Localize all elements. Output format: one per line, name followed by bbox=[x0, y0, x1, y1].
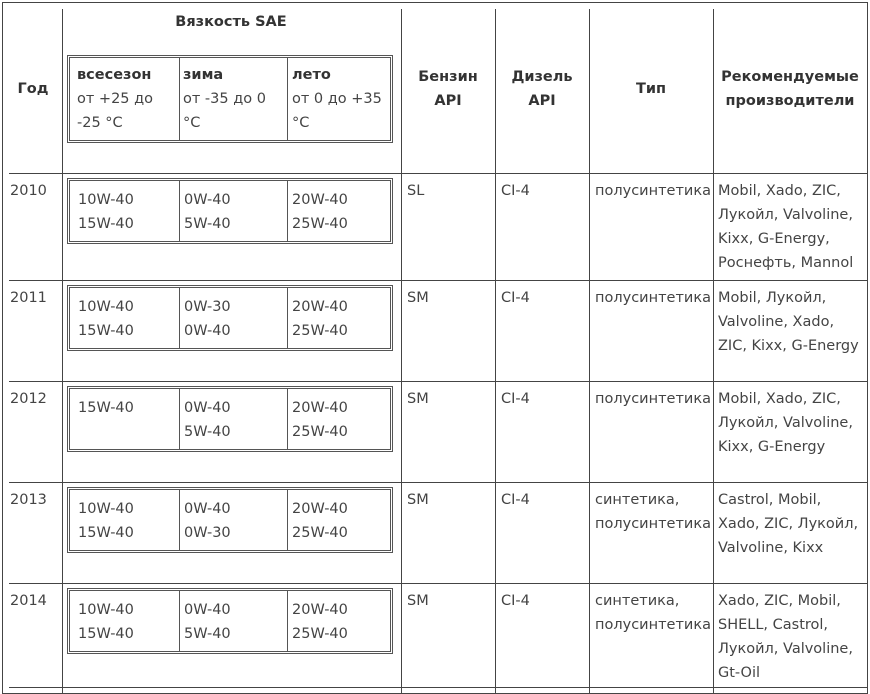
row-year: 2013 bbox=[10, 492, 47, 508]
winter-value: 0W-40 bbox=[184, 400, 231, 416]
manufacturers-line: Castrol, Mobil, bbox=[718, 492, 822, 508]
petrol-api: SM bbox=[407, 492, 429, 508]
summer-value: 20W-40 bbox=[292, 192, 348, 208]
diesel-api: CI-4 bbox=[501, 391, 530, 407]
row-year: 2014 bbox=[10, 593, 47, 609]
row-year: 2012 bbox=[10, 391, 47, 407]
allseason-value: 15W-40 bbox=[78, 323, 134, 339]
row-divider bbox=[9, 280, 867, 281]
header-summer-range: от 0 до +35 bbox=[292, 91, 382, 107]
diesel-api: CI-4 bbox=[501, 183, 530, 199]
header-winter: зима bbox=[183, 67, 224, 83]
summer-value: 25W-40 bbox=[292, 424, 348, 440]
diesel-api: CI-4 bbox=[501, 492, 530, 508]
manufacturers-line: Valvoline, Kixx bbox=[718, 540, 824, 556]
winter-value: 0W-40 bbox=[184, 323, 231, 339]
manufacturers-line: Kixx, G-Energy, bbox=[718, 231, 830, 247]
petrol-api: SM bbox=[407, 593, 429, 609]
subtable-divider bbox=[287, 181, 288, 241]
row-divider bbox=[9, 173, 867, 174]
oil-type: полусинтетика bbox=[595, 516, 711, 532]
subtable-divider bbox=[287, 389, 288, 449]
oil-type: полусинтетика bbox=[595, 183, 711, 199]
subtable-divider bbox=[179, 389, 180, 449]
petrol-api: SM bbox=[407, 391, 429, 407]
winter-value: 0W-40 bbox=[184, 192, 231, 208]
header-summer: лето bbox=[292, 67, 331, 83]
header-summer-range: °С bbox=[292, 115, 310, 131]
header-viscosity: Вязкость SAE bbox=[175, 14, 287, 30]
oil-type: полусинтетика bbox=[595, 391, 711, 407]
subtable-divider bbox=[179, 181, 180, 241]
header-year: Год bbox=[17, 81, 49, 97]
header-manufacturers-line: Рекомендуемые bbox=[721, 69, 859, 85]
summer-value: 20W-40 bbox=[292, 501, 348, 517]
allseason-value: 15W-40 bbox=[78, 626, 134, 642]
header-diesel bbox=[495, 65, 589, 113]
subtable-divider bbox=[179, 490, 180, 550]
summer-value: 25W-40 bbox=[292, 525, 348, 541]
summer-value: 20W-40 bbox=[292, 400, 348, 416]
summer-value: 25W-40 bbox=[292, 323, 348, 339]
col-divider bbox=[62, 9, 63, 693]
petrol-api: SL bbox=[407, 183, 425, 199]
summer-value: 20W-40 bbox=[292, 299, 348, 315]
summer-value: 20W-40 bbox=[292, 602, 348, 618]
manufacturers-line: Mobil, Лукойл, bbox=[718, 290, 827, 306]
diesel-api: CI-4 bbox=[501, 593, 530, 609]
manufacturers-line: ZIC, Kixx, G-Energy bbox=[718, 338, 859, 354]
header-allseason-range: -25 °С bbox=[77, 115, 123, 131]
manufacturers-line: Mobil, Xado, ZIC, bbox=[718, 183, 841, 199]
row-year: 2010 bbox=[10, 183, 47, 199]
manufacturers-line: Xado, ZIC, Лукойл, bbox=[718, 516, 859, 532]
allseason-value: 15W-40 bbox=[78, 400, 134, 416]
allseason-value: 10W-40 bbox=[78, 501, 134, 517]
winter-value: 0W-40 bbox=[184, 501, 231, 517]
manufacturers-line: Mobil, Xado, ZIC, bbox=[718, 391, 841, 407]
row-year: 2011 bbox=[10, 290, 47, 306]
allseason-value: 15W-40 bbox=[78, 216, 134, 232]
subtable-divider bbox=[287, 591, 288, 651]
manufacturers-line: Valvoline, Xado, bbox=[718, 314, 835, 330]
summer-value: 25W-40 bbox=[292, 216, 348, 232]
row-divider bbox=[9, 381, 867, 382]
petrol-api: SM bbox=[407, 290, 429, 306]
subtable-divider bbox=[287, 490, 288, 550]
manufacturers-line: Gt-Oil bbox=[718, 665, 761, 681]
allseason-value: 10W-40 bbox=[78, 192, 134, 208]
manufacturers-line: Роснефть, Mannol bbox=[718, 255, 854, 271]
header-allseason: всесезон bbox=[77, 67, 152, 83]
subtable-divider bbox=[287, 288, 288, 348]
allseason-value: 15W-40 bbox=[78, 525, 134, 541]
header-petrol bbox=[401, 65, 495, 113]
allseason-value: 10W-40 bbox=[78, 299, 134, 315]
row-divider bbox=[9, 583, 867, 584]
header-petrol-line: API bbox=[434, 93, 462, 109]
subtable-divider bbox=[179, 591, 180, 651]
winter-value: 0W-30 bbox=[184, 525, 231, 541]
header-type: Тип bbox=[635, 81, 667, 97]
summer-value: 25W-40 bbox=[292, 626, 348, 642]
header-diesel-line: Дизель bbox=[511, 69, 573, 85]
header-winter-range: °С bbox=[183, 115, 201, 131]
oil-type: полусинтетика bbox=[595, 290, 711, 306]
header-diesel-line: API bbox=[528, 93, 556, 109]
winter-value: 0W-30 bbox=[184, 299, 231, 315]
header-winter-range: от -35 до 0 bbox=[183, 91, 266, 107]
col-divider bbox=[589, 9, 590, 693]
oil-type: полусинтетика bbox=[595, 617, 711, 633]
header-petrol-line: Бензин bbox=[418, 69, 478, 85]
header-allseason-range: от +25 до bbox=[77, 91, 154, 107]
winter-value: 0W-40 bbox=[184, 602, 231, 618]
manufacturers-line: Лукойл, Valvoline, bbox=[718, 415, 853, 431]
row-divider bbox=[9, 687, 867, 688]
oil-type: синтетика, bbox=[595, 593, 680, 609]
subtable-divider bbox=[287, 58, 288, 140]
manufacturers-line: Лукойл, Valvoline, bbox=[718, 207, 853, 223]
oil-type: синтетика, bbox=[595, 492, 680, 508]
allseason-value: 10W-40 bbox=[78, 602, 134, 618]
row-divider bbox=[9, 482, 867, 483]
winter-value: 5W-40 bbox=[184, 626, 231, 642]
header-manufacturers-line: производители bbox=[725, 93, 855, 109]
header-manufacturers bbox=[713, 65, 867, 113]
winter-value: 5W-40 bbox=[184, 216, 231, 232]
subtable-divider bbox=[179, 288, 180, 348]
manufacturers-line: Xado, ZIC, Mobil, bbox=[718, 593, 841, 609]
winter-value: 5W-40 bbox=[184, 424, 231, 440]
subtable-divider bbox=[179, 58, 180, 140]
manufacturers-line: SHELL, Castrol, bbox=[718, 617, 829, 633]
diesel-api: CI-4 bbox=[501, 290, 530, 306]
manufacturers-line: Kixx, G-Energy bbox=[718, 439, 826, 455]
manufacturers-line: Лукойл, Valvoline, bbox=[718, 641, 853, 657]
